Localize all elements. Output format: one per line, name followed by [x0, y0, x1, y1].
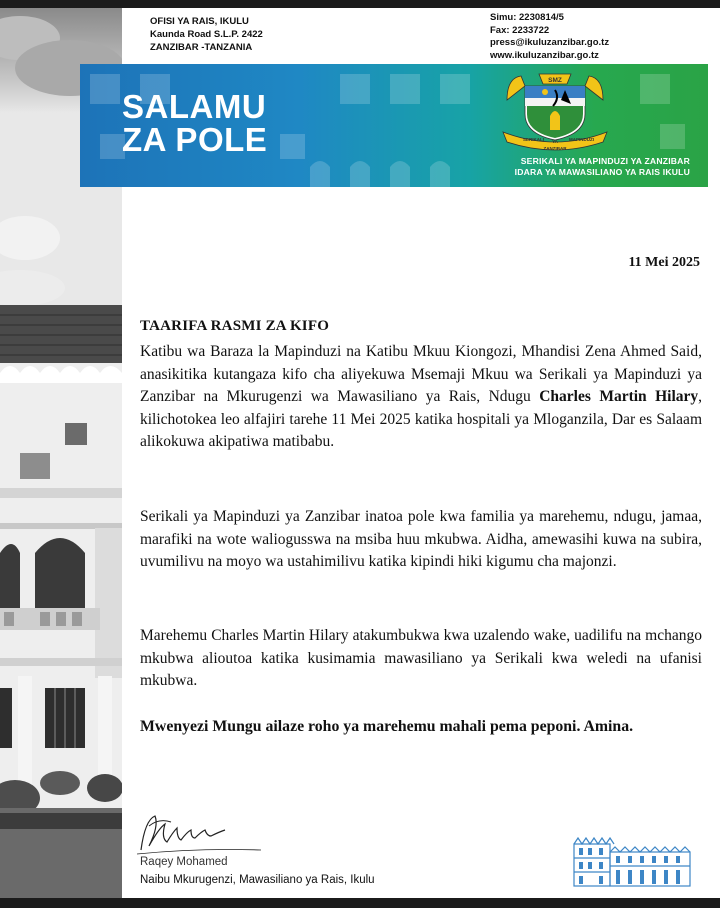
emblem-ribbon-left: SERIKALI [523, 137, 545, 142]
office-line: OFISI YA RAIS, IKULU [150, 16, 249, 27]
condolence-banner [80, 64, 708, 187]
paragraph-announcement [140, 341, 702, 454]
ikulu-building-icon [572, 832, 692, 888]
office-line: Kaunda Road S.L.P. 2422 [150, 29, 263, 40]
website-link[interactable]: www.ikuluzanzibar.go.tz [490, 49, 599, 61]
zanzibar-coat-of-arms-icon [495, 72, 615, 154]
deceased-name: Charles Martin Hilary [539, 388, 699, 406]
contact-details [490, 12, 609, 62]
emblem-ribbon-bottom: ZANZIBAR [543, 146, 567, 151]
phone-line: Simu: 2230814/5 [490, 12, 564, 23]
fax-line: Fax: 2233722 [490, 24, 550, 36]
office-line: ZANZIBAR -TANZANIA [150, 42, 253, 53]
emblem-ribbon-right: MAPINDUZI [569, 137, 594, 142]
bottom-border [0, 898, 720, 908]
document-date: 11 Mei 2025 [628, 255, 700, 270]
banner-title-line2: ZA POLE [122, 121, 268, 158]
banner-subtitle [515, 156, 690, 178]
banner-subtitle-line1: SERIKALI YA MAPINDUZI YA ZANZIBAR [520, 156, 690, 166]
emblem-top-text: SMZ [548, 77, 562, 84]
document-heading: TAARIFA RASMI ZA KIFO [140, 318, 330, 334]
p1-text-after: , kilichotokea leo alfajiri tarehe 11 Mei 2025 katika hospitali ya Mloganzila, Dar es Salaam alikokuwa akipatiwa matibabu. [140, 388, 703, 451]
signatory-title: Naibu Mkurugenzi, Mawasiliano ya Rais, Ikulu [140, 874, 375, 886]
banner-title-line1: SALAMU [122, 88, 267, 125]
banner-subtitle-line2: IDARA YA MAWASILIANO YA RAIS IKULU [514, 167, 690, 177]
paragraph-tribute: Marehemu Charles Martin Hilary atakumbukwa kwa uzalendo wake, uadilifu na mchango mkubwa alioutoa katika kusimamia mawasiliano ya Serikali kwa weledi na ufanisi mkubwa. [140, 627, 702, 690]
signatory-name: Raqey Mohamed [140, 856, 228, 868]
email-link[interactable]: press@ikuluzanzibar.go.tz [490, 37, 610, 48]
top-border [0, 0, 720, 8]
emblem-ribbon-mid: YA [552, 139, 558, 144]
p1-text-before: Katibu wa Baraza la Mapinduzi na Katibu Mkuu Kiongozi, Mhandisi Zena Ahmed Said, anasikitika kutangaza kifo cha aliyekuwa Msemaji Mkuu wa Serikali ya Mapinduzi ya Zanzibar na Mkurugenzi wa Mawasiliano ya Rais, Ndugu [140, 343, 702, 406]
paragraph-prayer: Mwenyezi Mungu ailaze roho ya marehemu mahali pema peponi. Amina. [140, 718, 634, 735]
office-address [150, 15, 263, 54]
banner-title [122, 90, 267, 156]
paragraph-condolences: Serikali ya Mapinduzi ya Zanzibar inatoa pole kwa familia ya marehemu, ndugu, jamaa, marafiki na wote waliogusswa na msiba huu mkubwa. Aidha, amewasihi kuwa na subira, uvumilivu na moyo wa ustahimilivu katika kipindi hiki kigumu cha majonzi. [140, 508, 702, 571]
